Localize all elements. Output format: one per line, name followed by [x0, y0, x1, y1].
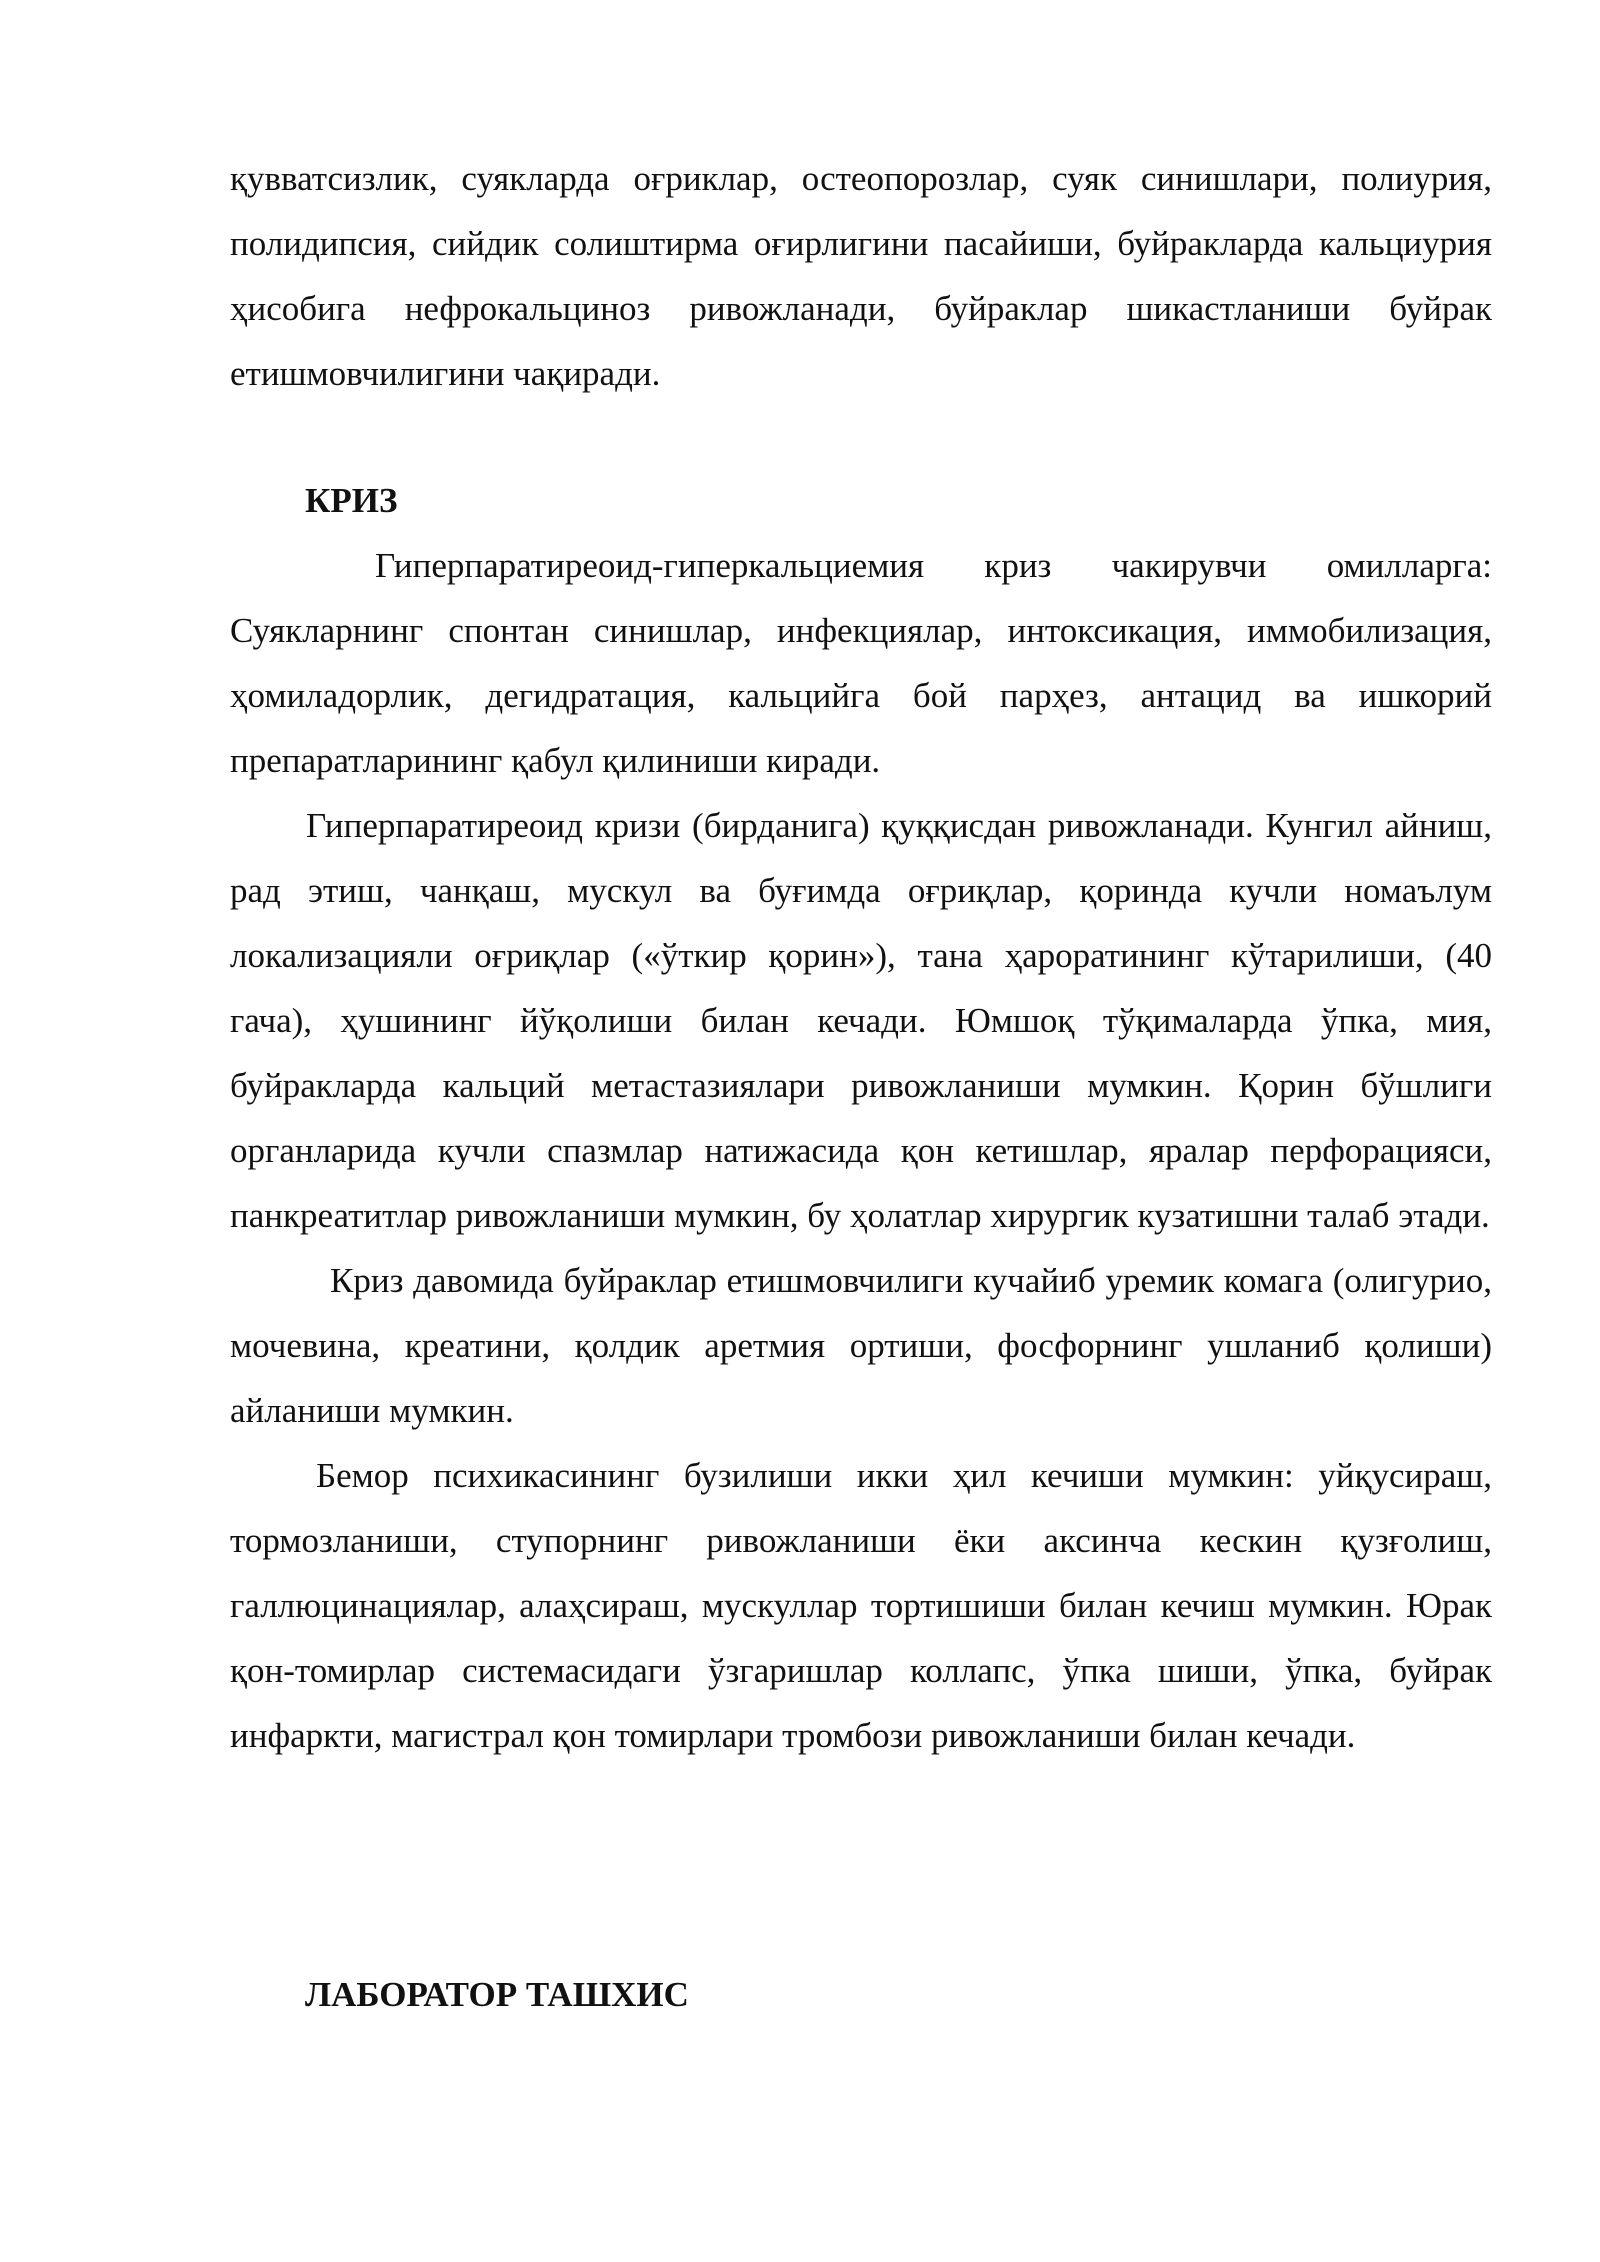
section-body-kriz [230, 533, 1492, 1768]
section-heading-kriz: КРИЗ [305, 481, 398, 520]
paragraph-crisis-onset: Гиперпаратиреоид кризи (бирданига) қуққисдан ривожланади. Кунгил айниш, рад этиш, чанқаш, мускул ва буғимда оғриқлар, қоринда кучли номаълум локализацияли оғриқлар («ўткир қорин»), тана ҳароратининг кўтарилиши, (40 гача), ҳушининг йўқолиши билан кечади. Юмшоқ тўқималарда ўпка, мия, буйракларда кальций метастазиялари ривожланиши мумкин. Қорин бўшлиги органларида кучли спазмлар натижасида қон кетишлар, яралар перфорацияси, панкреатитлар ривожланиши мумкин, бу ҳолатлар хирургик кузатишни талаб этади. [230, 806, 1492, 1235]
intro-paragraph: қувватсизлик, суякларда оғриклар, остеопорозлар, суяк синишлари, полиурия, полидипсия, сийдик солиштирма оғирлигини пасайиши, буйракларда кальциурия ҳисобига нефрокальциноз ривожланади, буйраклар шикастланиши буйрак етишмовчилигини чақиради. [230, 159, 1492, 393]
section-heading-lab-diagnosis: ЛАБОРАТОР ТАШХИС [305, 1975, 689, 2014]
paragraph-renal-failure: Криз давомида буйраклар етишмовчилиги кучайиб уремик комага (олигурио, мочевина, креатини, қолдик аретмия ортиши, фосфорнинг ушланиб қолиши) айланиши мумкин. [230, 1261, 1492, 1430]
paragraph-crisis-factors: Гиперпаратиреоид-гиперкальциемия криз чакирувчи омилларга: Суякларнинг спонтан синишлар, инфекциялар, интоксикация, иммобилизация, ҳомиладорлик, дегидратация, кальцийга бой парҳез, антацид ва ишкорий препаратларининг қабул қилиниши киради. [230, 546, 1492, 780]
paragraph-psychic-disorders: Бемор психикасининг бузилиши икки ҳил кечиши мумкин: уйқусираш, тормозланиши, ступорнинг ривожланиши ёки аксинча кескин қузғолиш, галлюцинациялар, алаҳсираш, мускуллар тортишиши билан кечиш мумкин. Юрак қон-томирлар системасидаги ўзгаришлар коллапс, ўпка шиши, ўпка, буйрак инфаркти, магистрал қон томирлари тромбози ривожланиши билан кечади. [230, 1456, 1492, 1755]
